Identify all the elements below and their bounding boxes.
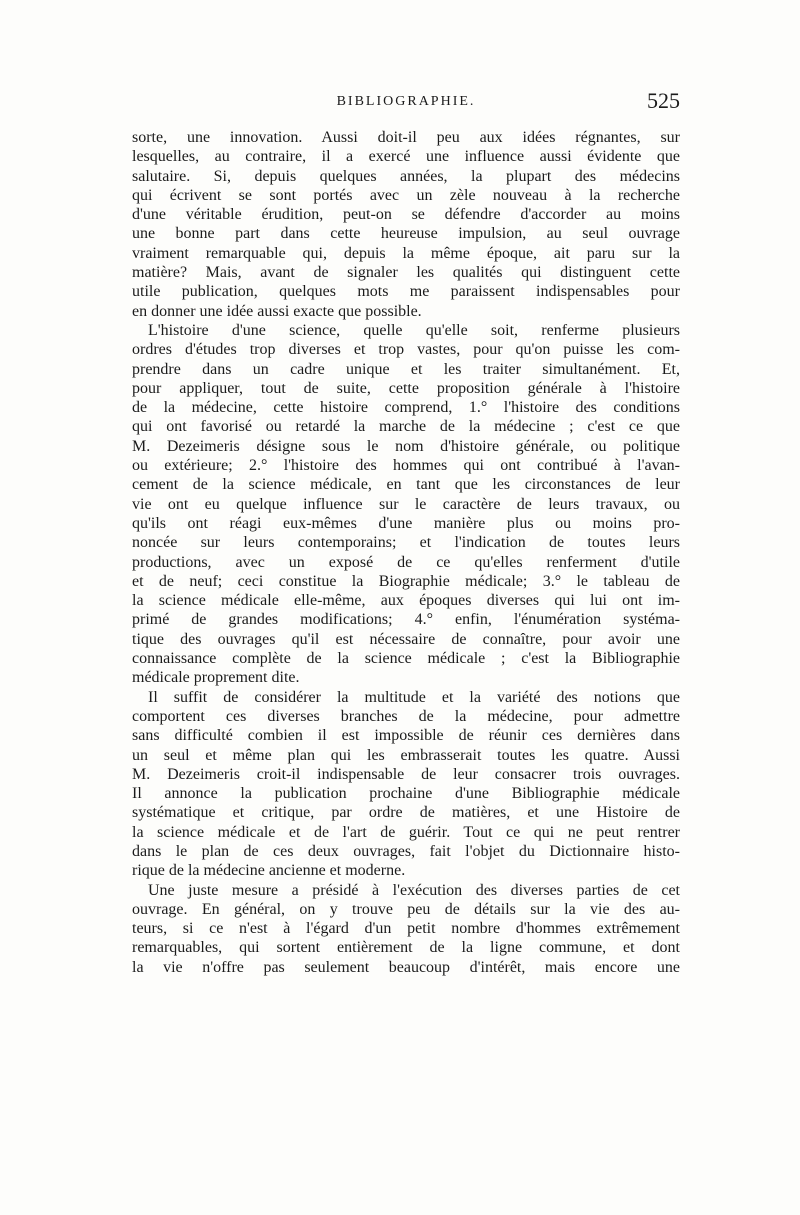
body-text	[132, 128, 680, 977]
text-line: cement de la science médicale, en tant que les circonstances de leur	[132, 476, 680, 494]
paragraph-first-line: Une juste mesure a présidé à l'exécution des diverses parties de cet	[148, 881, 680, 899]
text-line: sorte, une innovation. Aussi doit-il peu aux idées régnantes, sur	[132, 129, 680, 146]
text-line: une bonne part dans cette heureuse impulsion, au seul ouvrage	[132, 225, 680, 243]
text-line: comportent ces diverses branches de la médecine, pour admettre	[132, 707, 680, 725]
text-line: la science médicale et de l'art de guérir. Tout ce qui ne peut rentrer	[132, 823, 680, 841]
text-line: primé de grandes modifications; 4.° enfin, l'énumération systéma-	[132, 611, 680, 629]
text-line: un seul et même plan qui les embrasserait toutes les quatre. Aussi	[132, 746, 680, 764]
text-line: utile publication, quelques mots me paraissent indispensables pour	[132, 283, 680, 301]
text-line: sans difficulté combien il est impossible de réunir ces dernières dans	[132, 727, 680, 745]
running-head	[132, 88, 680, 118]
text-line: remarquables, qui sortent entièrement de la ligne commune, et dont	[132, 939, 680, 957]
text-line: tique des ouvrages qu'il est nécessaire de connaître, pour avoir une	[132, 630, 680, 648]
text-line: pour appliquer, tout de suite, cette proposition générale à l'histoire	[132, 379, 680, 397]
text-line: ouvrage. En général, on y trouve peu de détails sur la vie des au-	[132, 900, 680, 918]
text-line: et de neuf; ceci constitue la Biographie médicale; 3.° le tableau de	[132, 572, 680, 590]
text-line: qu'ils ont réagi eux-mêmes d'une manière plus ou moins pro-	[132, 514, 680, 532]
paragraph-first-line: L'histoire d'une science, quelle qu'elle soit, renferme plusieurs	[148, 321, 680, 339]
text-line: qui écrivent se sont portés avec un zèle nouveau à la recherche	[132, 186, 680, 204]
text-line: matière? Mais, avant de signaler les qualités qui distinguent cette	[132, 264, 680, 282]
text-line: la science médicale elle-même, aux époques diverses qui lui ont im-	[132, 592, 680, 610]
text-line: systématique et critique, par ordre de matières, et une Histoire de	[132, 804, 680, 822]
text-line: teurs, si ce n'est à l'égard d'un petit nombre d'hommes extrêmement	[132, 920, 680, 938]
text-line: salutaire. Si, depuis quelques années, la plupart des médecins	[132, 167, 680, 185]
running-title: BIBLIOGRAPHIE.	[336, 94, 476, 109]
text-line: médicale proprement dite.	[132, 669, 300, 687]
text-line: la vie n'offre pas seulement beaucoup d'intérêt, mais encore une	[132, 958, 680, 976]
text-line: en donner une idée aussi exacte que possible.	[132, 302, 422, 320]
page-number: 525	[647, 88, 680, 113]
text-line: ordres d'études trop diverses et trop vastes, pour qu'on puisse les com-	[132, 341, 680, 359]
text-line: connaissance complète de la science médicale ; c'est la Bibliographie	[132, 650, 680, 668]
text-line: noncée sur leurs contemporains; et l'indication de toutes leurs	[132, 534, 680, 552]
text-line: vie ont eu quelque influence sur le caractère de leurs travaux, ou	[132, 495, 680, 513]
text-line: ou extérieure; 2.° l'histoire des hommes qui ont contribué à l'avan-	[132, 457, 680, 475]
text-line: d'une véritable érudition, peut-on se défendre d'accorder au moins	[132, 206, 680, 224]
text-line: M. Dezeimeris croit-il indispensable de leur consacrer trois ouvrages.	[132, 765, 680, 783]
text-line: M. Dezeimeris désigne sous le nom d'histoire générale, ou politique	[132, 437, 680, 455]
text-line: Il annonce la publication prochaine d'une Bibliographie médicale	[132, 785, 680, 803]
text-line: de la médecine, cette histoire comprend, 1.° l'histoire des conditions	[132, 399, 680, 417]
text-line: lesquelles, au contraire, il a exercé une influence aussi évidente que	[132, 148, 680, 166]
text-line: rique de la médecine ancienne et moderne.	[132, 862, 406, 880]
text-line: qui ont favorisé ou retardé la marche de la médecine ; c'est ce que	[132, 418, 680, 436]
text-line: productions, avec un exposé de ce qu'elles renferment d'utile	[132, 553, 680, 571]
text-line: vraiment remarquable qui, depuis la même époque, ait paru sur la	[132, 244, 680, 262]
text-line: dans le plan de ces deux ouvrages, fait l'objet du Dictionnaire histo-	[132, 842, 680, 860]
paragraph-first-line: Il suffit de considérer la multitude et la variété des notions que	[148, 688, 680, 706]
text-line: prendre dans un cadre unique et les traiter simultanément. Et,	[132, 360, 680, 378]
